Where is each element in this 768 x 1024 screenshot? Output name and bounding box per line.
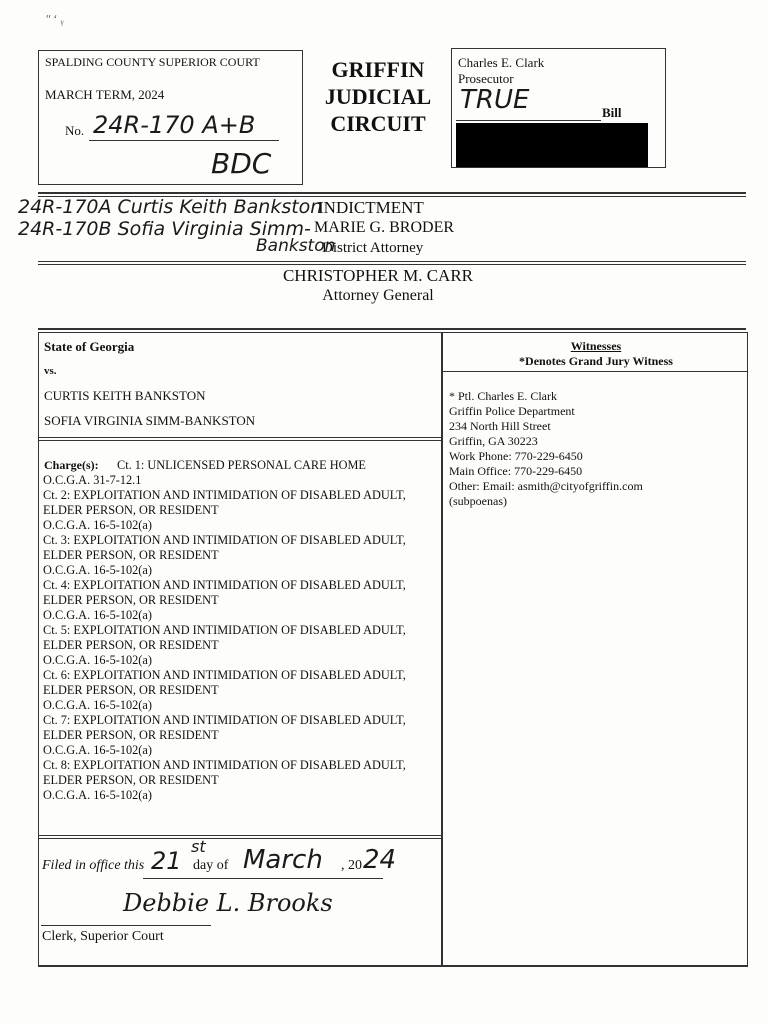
charge-line: Ct. 1: UNLICENSED PERSONAL CARE HOME <box>117 458 366 472</box>
witness-line: Work Phone: 770-229-6450 <box>449 449 583 463</box>
charge-line: ELDER PERSON, OR RESIDENT <box>43 593 219 607</box>
defendant-handwritten-3: Bankston <box>256 236 336 256</box>
prosecutor-name: Charles E. Clark <box>458 55 545 70</box>
witness-line: * Ptl. Charles E. Clark <box>449 389 557 403</box>
charge-line: ELDER PERSON, OR RESIDENT <box>43 503 219 517</box>
charge-line: Ct. 6: EXPLOITATION AND INTIMIDATION OF DISABLED ADULT, <box>43 668 406 682</box>
mid-divider-1 <box>38 261 746 262</box>
court-term: MARCH TERM, 2024 <box>45 87 165 102</box>
filed-month-handwritten: March <box>243 845 323 875</box>
filing-divider-2 <box>39 838 441 839</box>
charges-list <box>117 458 366 473</box>
filed-day-handwritten: 21 <box>151 847 182 875</box>
prosecutor-box <box>451 48 666 168</box>
circuit-line-3: CIRCUIT <box>330 111 426 136</box>
filed-day-of: day of <box>193 858 229 873</box>
charge-line: Ct. 3: EXPLOITATION AND INTIMIDATION OF DISABLED ADULT, <box>43 533 406 547</box>
witness-line: Griffin, GA 30223 <box>449 434 538 448</box>
top-divider-1 <box>38 192 746 194</box>
case-no-handwritten: 24R-170 A+B <box>93 111 256 139</box>
witness-list <box>449 389 643 509</box>
bottom-divider <box>38 966 748 967</box>
charge-line: O.C.G.A. 31-7-12.1 <box>43 473 142 487</box>
da-title: District Attorney <box>322 240 424 256</box>
defendant-2: SOFIA VIRGINIA SIMM-BANKSTON <box>44 413 256 428</box>
witness-line: (subpoenas) <box>449 494 507 508</box>
charge-line: Ct. 2: EXPLOITATION AND INTIMIDATION OF DISABLED ADULT, <box>43 488 406 502</box>
signature-line <box>41 925 211 926</box>
ag-name: CHRISTOPHER M. CARR <box>282 266 474 285</box>
clerk-signature: Debbie L. Brooks <box>123 889 333 917</box>
indictment-label: INDICTMENT <box>318 198 424 217</box>
witnesses-box <box>442 332 748 966</box>
witness-line: Griffin Police Department <box>449 404 575 418</box>
defendant-1: CURTIS KEITH BANKSTON <box>44 388 206 403</box>
circuit-title <box>318 56 438 137</box>
charge-line: Ct. 4: EXPLOITATION AND INTIMIDATION OF DISABLED ADULT, <box>43 578 406 592</box>
true-bill-underline <box>456 120 601 121</box>
charge-line: Ct. 8: EXPLOITATION AND INTIMIDATION OF DISABLED ADULT, <box>43 758 406 772</box>
charge-line: ELDER PERSON, OR RESIDENT <box>43 773 219 787</box>
ag-title: Attorney General <box>322 287 434 304</box>
charge-line: ELDER PERSON, OR RESIDENT <box>43 548 219 562</box>
witnesses-header: Witnesses <box>570 339 622 353</box>
state-label: State of Georgia <box>44 339 135 354</box>
parties-divider-2 <box>39 440 441 441</box>
main-top-divider <box>38 328 746 330</box>
witness-line: Main Office: 770-229-6450 <box>449 464 583 478</box>
filed-underline <box>143 878 383 879</box>
charge-line: O.C.G.A. 16-5-102(a) <box>43 563 152 577</box>
parties-divider-1 <box>39 437 441 438</box>
case-no-underline <box>89 140 279 141</box>
circuit-line-1: GRIFFIN <box>331 57 425 82</box>
prosecutor-role: Prosecutor <box>458 71 514 86</box>
vs-label: vs. <box>44 365 57 377</box>
redaction-block <box>456 123 648 167</box>
charges-continued <box>43 473 406 803</box>
filed-year-handwritten: 24 <box>363 845 397 875</box>
defendant-handwritten-1: 24R-170A Curtis Keith Bankston <box>18 196 323 218</box>
court-name: SPALDING COUNTY SUPERIOR COURT <box>45 55 260 69</box>
witnesses-header-divider <box>443 371 747 372</box>
charge-line: O.C.G.A. 16-5-102(a) <box>43 608 152 622</box>
charge-line: Ct. 5: EXPLOITATION AND INTIMIDATION OF DISABLED ADULT, <box>43 623 406 637</box>
charge-line: Ct. 7: EXPLOITATION AND INTIMIDATION OF DISABLED ADULT, <box>43 713 406 727</box>
initials-handwritten: BDC <box>211 147 272 180</box>
bill-label: Bill <box>602 105 622 120</box>
witness-line: 234 North Hill Street <box>449 419 551 433</box>
case-details-box <box>38 332 442 966</box>
case-no-label: No. <box>65 123 85 138</box>
charge-line: O.C.G.A. 16-5-102(a) <box>43 518 152 532</box>
filed-day-suffix-handwritten: st <box>191 837 206 856</box>
charge-line: ELDER PERSON, OR RESIDENT <box>43 728 219 742</box>
clerk-title: Clerk, Superior Court <box>42 929 164 944</box>
mid-divider-2 <box>38 264 746 265</box>
charge-line: O.C.G.A. 16-5-102(a) <box>43 788 152 802</box>
court-box <box>38 50 303 185</box>
witness-line: Other: Email: asmith@cityofgriffin.com <box>449 479 643 493</box>
defendant-handwritten-2: 24R-170B Sofia Virginia Simm- <box>18 218 311 240</box>
charge-line: O.C.G.A. 16-5-102(a) <box>43 653 152 667</box>
filed-prefix: Filed in office this <box>42 858 145 873</box>
filing-divider-1 <box>39 835 441 836</box>
charge-line: ELDER PERSON, OR RESIDENT <box>43 683 219 697</box>
charge-line: O.C.G.A. 16-5-102(a) <box>43 743 152 757</box>
circuit-line-2: JUDICIAL <box>324 84 432 109</box>
charges-label: Charge(s): <box>44 458 99 472</box>
corner-marks: ʺ ʻ ᵧ <box>46 12 64 26</box>
da-name: MARIE G. BRODER <box>314 219 455 236</box>
charge-line: ELDER PERSON, OR RESIDENT <box>43 638 219 652</box>
charge-line: O.C.G.A. 16-5-102(a) <box>43 698 152 712</box>
witnesses-subheader: *Denotes Grand Jury Witness <box>519 354 673 368</box>
true-bill-handwritten: TRUE <box>460 85 530 115</box>
filed-year-prefix: , 20 <box>341 858 362 873</box>
